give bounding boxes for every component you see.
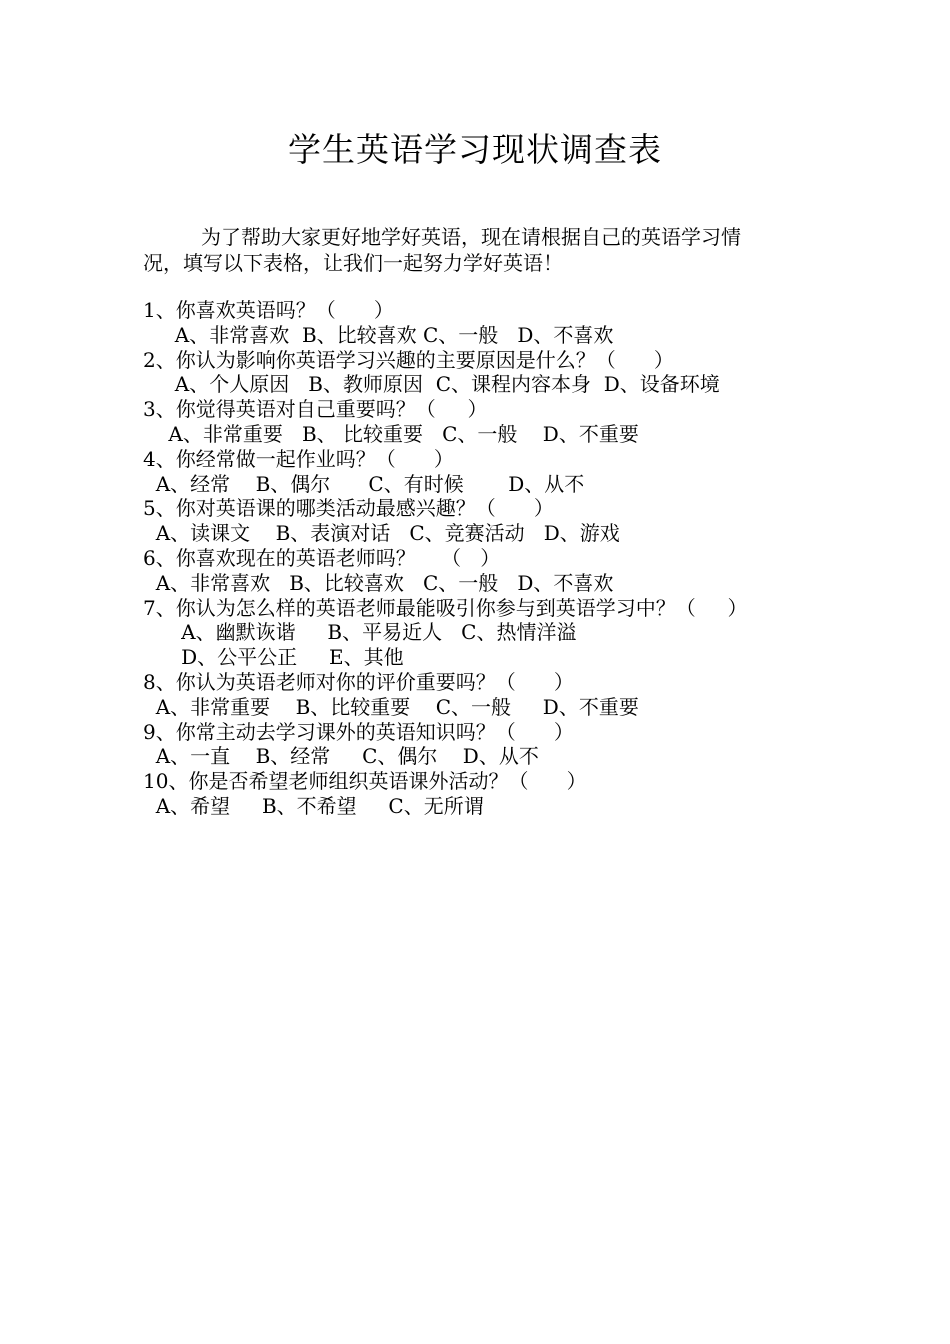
question-options: A、希望 B、不希望 C、无所谓 [143,793,484,818]
question-options: A、幽默诙谐 B、平易近人 C、热情洋溢 [143,620,577,645]
question-text: 8、你认为英语老师对你的评价重要吗？（ ） [143,669,574,694]
question-item [143,348,863,398]
question-text: 7、你认为怎么样的英语老师最能吸引你参与到英语学习中？（ ） [143,595,748,620]
question-options: A、个人原因 B、教师原因 C、课程内容本身 D、设备环境 [143,372,720,397]
page-title: 学生英语学习现状调查表 [288,130,662,169]
question-item [143,670,863,720]
question-text: 9、你常主动去学习课外的英语知识吗？（ ） [143,719,574,744]
question-item [143,496,863,546]
question-item [143,769,863,819]
question-item [143,546,863,596]
question-options: A、非常重要 B、比较重要 C、一般 D、不重要 [143,694,639,719]
question-options: A、读课文 B、表演对话 C、竞赛活动 D、游戏 [143,521,620,546]
intro-line-2: 况，填写以下表格，让我们一起努力学好英语！ [143,251,563,275]
question-text: 6、你喜欢现在的英语老师吗？ （ ） [143,545,501,570]
question-text: 3、你觉得英语对自己重要吗？（ ） [143,397,488,422]
question-options: A、一直 B、经常 C、偶尔 D、从不 [143,744,539,769]
question-options: D、公平公正 E、其他 [143,645,404,670]
intro-paragraph [143,224,815,276]
question-item [143,720,863,770]
question-text: 2、你认为影响你英语学习兴趣的主要原因是什么？（ ） [143,347,674,372]
question-options: A、经常 B、偶尔 C、有时候 D、从不 [143,471,585,496]
intro-line-1: 为了帮助大家更好地学好英语，现在请根据自己的英语学习情 [201,225,741,249]
question-text: 10、你是否希望老师组织英语课外活动？（ ） [143,769,587,794]
question-options: A、非常喜欢 B、比较喜欢 C、一般 D、不喜欢 [143,570,614,595]
question-text: 1、你喜欢英语吗？（ ） [143,298,394,322]
question-list [143,298,863,819]
question-options: A、非常重要 B、 比较重要 C、一般 D、不重要 [143,421,639,446]
question-text: 4、你经常做一起作业吗？（ ） [143,446,454,471]
question-item [143,447,863,497]
question-text: 5、你对英语课的哪类活动最感兴趣？（ ） [143,496,554,521]
question-item [143,397,863,447]
question-options: A、非常喜欢 B、比较喜欢 C、一般 D、不喜欢 [143,322,614,347]
question-item [143,298,863,348]
question-item [143,596,863,670]
